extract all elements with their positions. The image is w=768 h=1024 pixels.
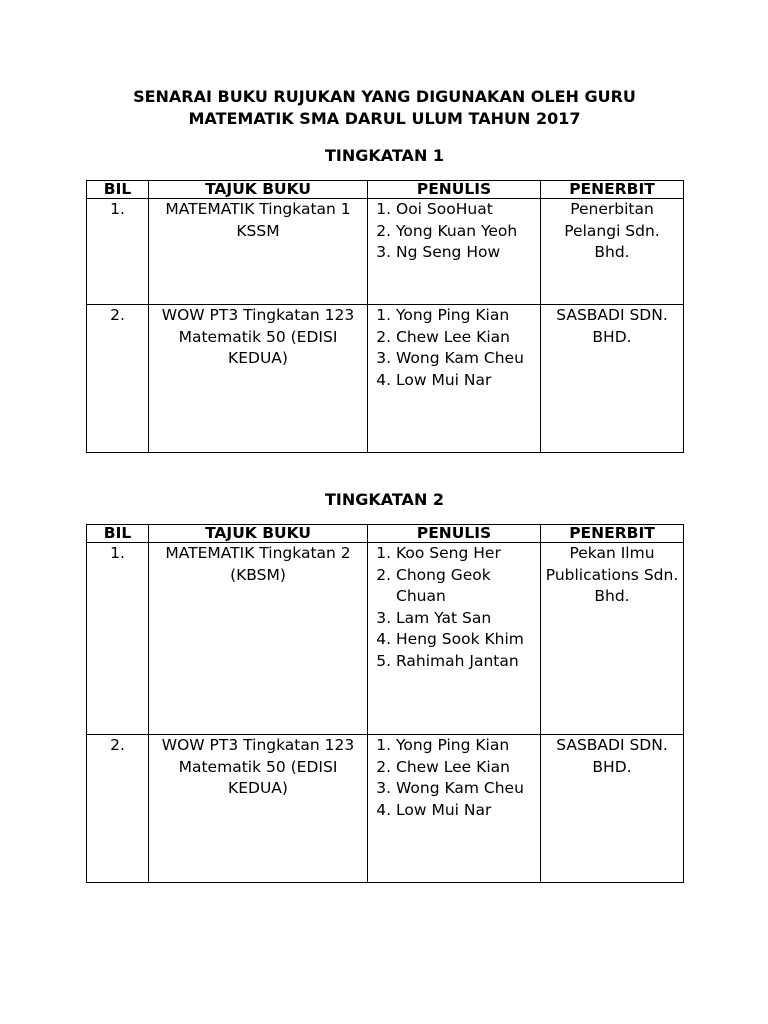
table-header-row [87,525,684,543]
publisher-cell: SASBADI SDN. BHD. [541,305,684,453]
column-header-bil: BIL [87,525,149,543]
book-title-cell: WOW PT3 Tingkatan 123 Matematik 50 (EDISI KEDUA) [149,735,368,883]
bil-cell: 1. [87,199,149,305]
author-item: 2. Yong Kuan Yeoh [396,221,536,243]
table-header-row [87,181,684,199]
column-header-tajuk-buku: TAJUK BUKU [149,525,368,543]
section-heading-tingkatan-2: TINGKATAN 2 [324,490,445,509]
authors-cell [368,543,541,735]
page-title-line-1: SENARAI BUKU RUJUKAN YANG DIGUNAKAN OLEH GURU [133,87,636,106]
book-table-tingkatan-2 [86,524,684,883]
author-item: 3. Ng Seng How [396,242,536,264]
publisher-cell: Pekan Ilmu Publications Sdn. Bhd. [541,543,684,735]
author-item: 2. Chong Geok Chuan [396,565,536,608]
author-item: 5. Rahimah Jantan [396,651,536,673]
publisher-cell: SASBADI SDN. BHD. [541,735,684,883]
table-row [87,199,684,305]
author-item: 3. Wong Kam Cheu [396,348,536,370]
column-header-penerbit: PENERBIT [541,525,684,543]
page-title-line-2: MATEMATIK SMA DARUL ULUM TAHUN 2017 [188,109,581,128]
table-row [87,735,684,883]
bil-cell: 2. [87,305,149,453]
author-item: 3. Wong Kam Cheu [396,778,536,800]
author-item: 4. Heng Sook Khim [396,629,536,651]
bil-cell: 1. [87,543,149,735]
book-title-cell: WOW PT3 Tingkatan 123 Matematik 50 (EDISI KEDUA) [149,305,368,453]
author-list [372,735,536,821]
table-row [87,543,684,735]
book-title-cell: MATEMATIK Tingkatan 2 (KBSM) [149,543,368,735]
author-list [372,543,536,672]
column-header-tajuk-buku: TAJUK BUKU [149,181,368,199]
author-item: 1. Koo Seng Her [396,543,536,565]
author-item: 1. Yong Ping Kian [396,735,536,757]
author-list [372,305,536,391]
column-header-penulis: PENULIS [368,525,541,543]
book-title-cell: MATEMATIK Tingkatan 1 KSSM [149,199,368,305]
column-header-penulis: PENULIS [368,181,541,199]
author-item: 2. Chew Lee Kian [396,757,536,779]
column-header-bil: BIL [87,181,149,199]
author-item: 4. Low Mui Nar [396,800,536,822]
column-header-penerbit: PENERBIT [541,181,684,199]
author-item: 1. Yong Ping Kian [396,305,536,327]
authors-cell [368,735,541,883]
page-title [86,86,683,130]
author-item: 4. Low Mui Nar [396,370,536,392]
author-item: 3. Lam Yat San [396,608,536,630]
table-row [87,305,684,453]
section-heading-tingkatan-1: TINGKATAN 1 [324,146,445,165]
authors-cell [368,305,541,453]
author-item: 2. Chew Lee Kian [396,327,536,349]
bil-cell: 2. [87,735,149,883]
author-list [372,199,536,264]
book-table-tingkatan-1 [86,180,684,453]
author-item: 1. Ooi SooHuat [396,199,536,221]
authors-cell [368,199,541,305]
publisher-cell: Penerbitan Pelangi Sdn. Bhd. [541,199,684,305]
